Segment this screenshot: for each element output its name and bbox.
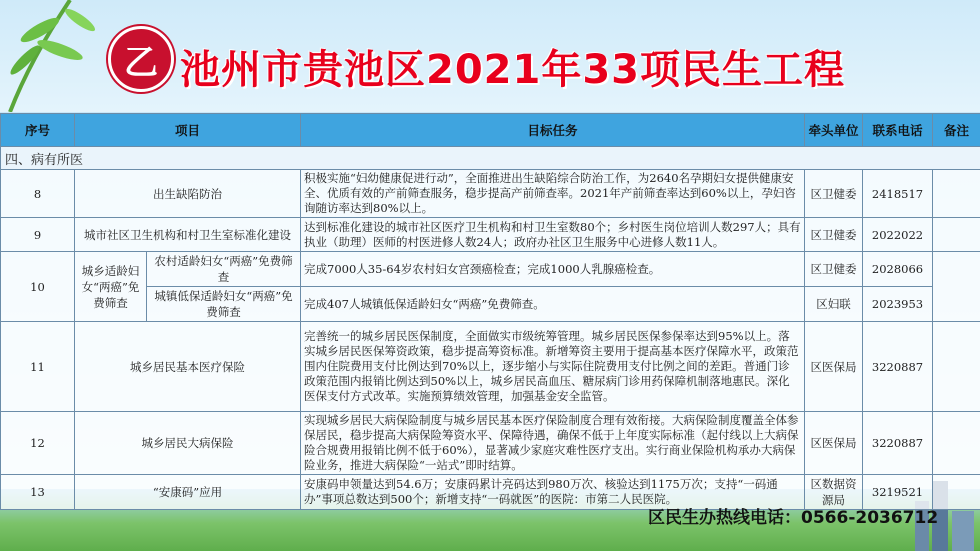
header-banner xyxy=(0,0,980,112)
col-no: 序号 xyxy=(1,114,75,147)
minsheng-table xyxy=(0,113,980,510)
row-unit: 区卫健委 xyxy=(805,252,863,287)
row-target: 完善统一的城乡居民医保制度，全面做实市级统筹管理。城乡居民医保参保率达到95%以上。落实城乡居民医保筹资政策，稳步提高筹资标准。新增筹资主要用于提高基本医疗保障水平，政策范围内住院费用支付比例达到70%以上，逐步缩小与实际住院费用支付比例之间的差距。普通门诊政策范围内报销比例达到50%以上，城乡居民高血压、糖尿病门诊用药保障机制落地惠民。深化医保支付方式改革。实施预算绩效管理，加强基金安全监管。 xyxy=(301,322,805,412)
row-phone: 3220887 xyxy=(863,322,933,412)
row-item: 城市社区卫生机构和村卫生室标准化建设 xyxy=(75,218,301,252)
row-target: 安康码申领量达到54.6万；安康码累计亮码达到980万次、核验达到1175万次；支持“一码通办”事项总数达到500个；新增支持“一码就医”的医院：市第二人民医院。 xyxy=(301,475,805,510)
col-target: 目标任务 xyxy=(301,114,805,147)
hotline-text: 区民生办热线电话：0566-2036712 xyxy=(648,508,939,528)
row-unit: 区卫健委 xyxy=(805,170,863,218)
col-item: 项目 xyxy=(75,114,301,147)
row-no: 9 xyxy=(1,218,75,252)
section-title: 四、病有所医 xyxy=(1,147,980,170)
row-subitem: 农村适龄妇女“两癌”免费筛查 xyxy=(147,252,301,287)
row-item: 城乡居民大病保险 xyxy=(75,412,301,475)
row-remark xyxy=(933,170,980,218)
section-row xyxy=(1,147,980,170)
col-remark: 备注 xyxy=(933,114,980,147)
row-phone: 3220887 xyxy=(863,412,933,475)
row-phone: 2028066 xyxy=(863,252,933,287)
row-remark xyxy=(933,252,980,322)
row-no: 10 xyxy=(1,252,75,322)
table-row xyxy=(1,287,980,322)
row-target: 实现城乡居民大病保险制度与城乡居民基本医疗保险制度合理有效衔接。大病保险制度覆盖全体参保居民，稳步提高大病保险筹资水平、保障待遇，确保不低于上年度实际标准（起付线以上大病保险合规费用报销比例不低于60%），显著减少家庭灾难性医疗支出。实行商业保险机构承办大病保险业务，推进大病保险“一站式”即时结算。 xyxy=(301,412,805,475)
row-unit: 区医保局 xyxy=(805,322,863,412)
row-phone: 2022022 xyxy=(863,218,933,252)
table-row xyxy=(1,252,980,287)
col-unit: 牵头单位 xyxy=(805,114,863,147)
row-no: 11 xyxy=(1,322,75,412)
table-row xyxy=(1,322,980,412)
row-phone: 3219521 xyxy=(863,475,933,510)
row-no: 12 xyxy=(1,412,75,475)
row-item: 出生缺陷防治 xyxy=(75,170,301,218)
row-item: “安康码”应用 xyxy=(75,475,301,510)
row-target: 达到标准化建设的城市社区医疗卫生机构和村卫生室数80个；乡村医生岗位培训人数297人；具有执业（助理）医师的村医进修人数24人；政府办社区卫生服务中心进修人数11人。 xyxy=(301,218,805,252)
table-header-row xyxy=(1,114,980,147)
row-target: 完成407人城镇低保适龄妇女“两癌”免费筛查。 xyxy=(301,287,805,322)
row-remark xyxy=(933,412,980,475)
row-unit: 区卫健委 xyxy=(805,218,863,252)
row-remark xyxy=(933,475,980,510)
table-row xyxy=(1,412,980,475)
minsheng-logo-icon: 乙 xyxy=(108,26,174,92)
row-no: 13 xyxy=(1,475,75,510)
row-unit: 区妇联 xyxy=(805,287,863,322)
row-phone: 2023953 xyxy=(863,287,933,322)
row-target: 完成7000人35-64岁农村妇女宫颈癌检查；完成1000人乳腺癌检查。 xyxy=(301,252,805,287)
row-unit: 区数据资源局 xyxy=(805,475,863,510)
row-target: 积极实施“妇幼健康促进行动”，全面推进出生缺陷综合防治工作，为2640名孕期妇女提供健康安全、优质有效的产前筛查服务，稳步提高产前筛查率。2021年产前筛查率达到60%以上，孕妇咨询随访率达到80%以上。 xyxy=(301,170,805,218)
table-row xyxy=(1,218,980,252)
row-item: 城乡居民基本医疗保险 xyxy=(75,322,301,412)
col-phone: 联系电话 xyxy=(863,114,933,147)
row-remark xyxy=(933,322,980,412)
row-subitem: 城镇低保适龄妇女“两癌”免费筛查 xyxy=(147,287,301,322)
row-item: 城乡适龄妇女“两癌”免费筛查 xyxy=(75,252,147,322)
row-unit: 区医保局 xyxy=(805,412,863,475)
bamboo-decoration-icon xyxy=(0,0,120,112)
row-remark xyxy=(933,218,980,252)
row-no: 8 xyxy=(1,170,75,218)
table-row xyxy=(1,170,980,218)
row-phone: 2418517 xyxy=(863,170,933,218)
page-title: 池州市贵池区2021年33项民生工程 xyxy=(180,47,845,93)
